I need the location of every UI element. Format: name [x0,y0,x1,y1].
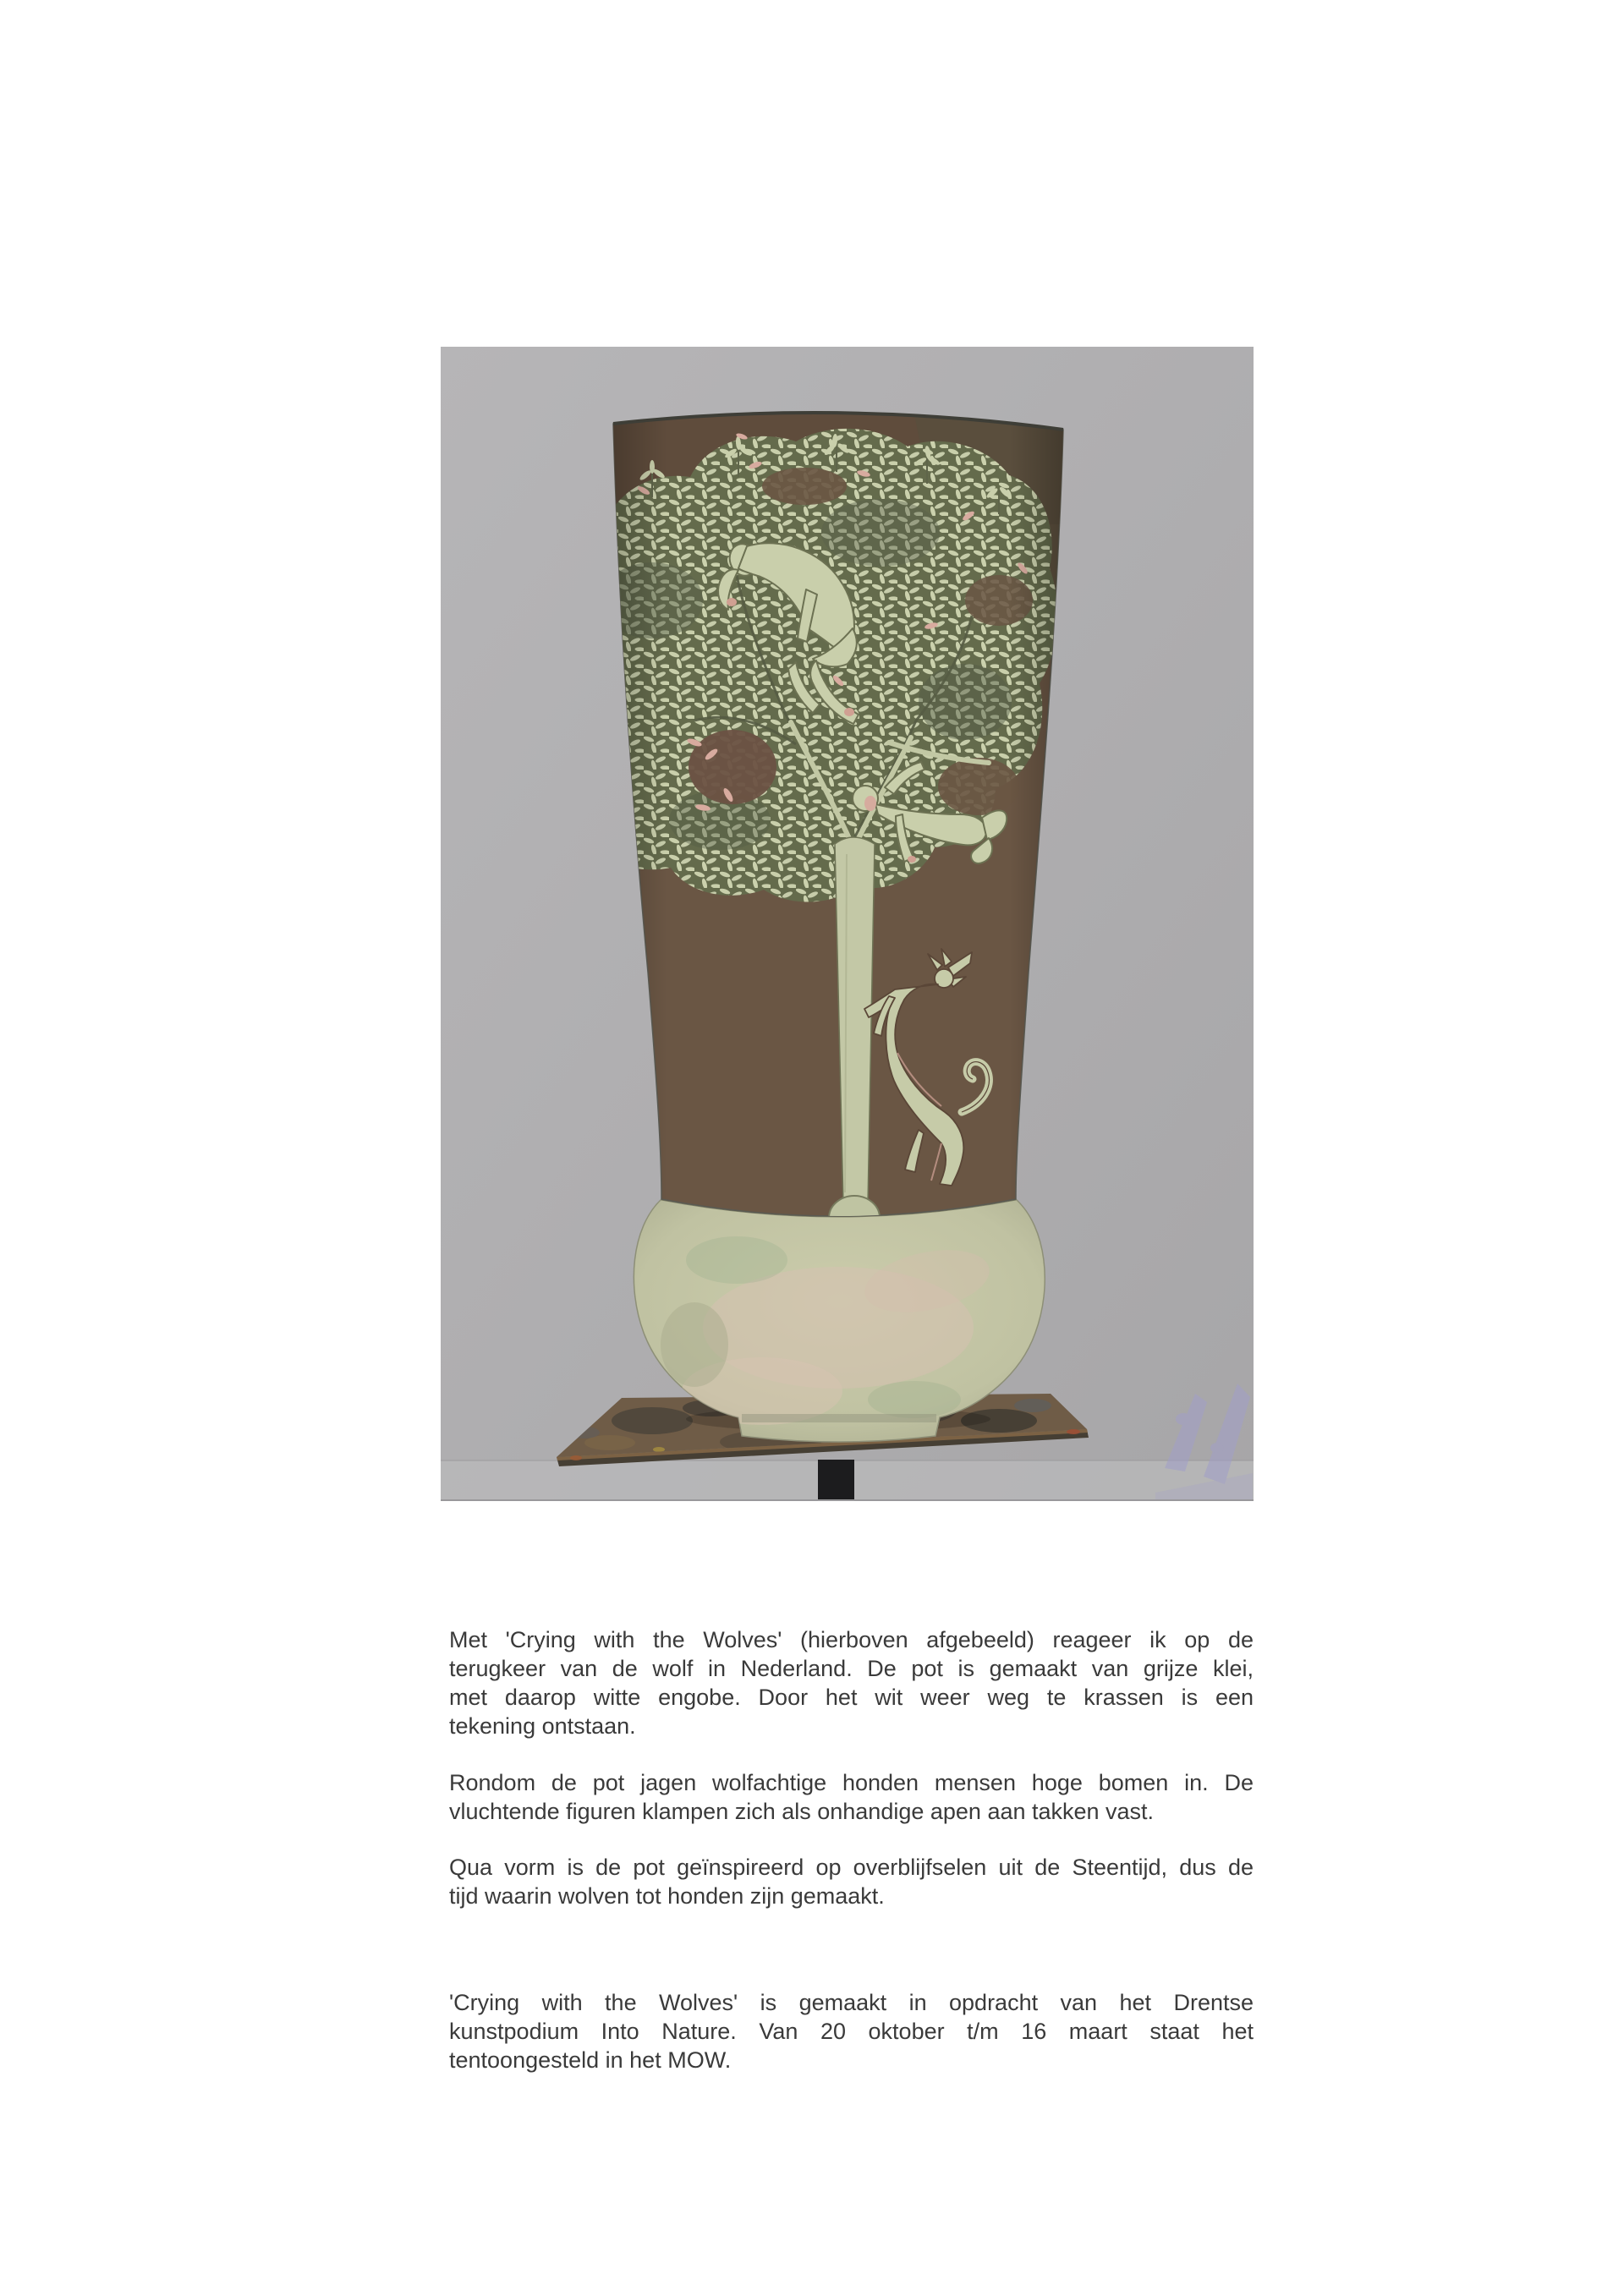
body-text-line: Met 'Crying with the Wolves' (hierboven afgebeeld) reageer ik op de [449,1627,1254,1652]
paragraph-3 [449,1853,1254,1910]
body-text-line: Rondom de pot jagen wolfachtige honden mensen hoge bomen in. De [449,1770,1254,1795]
body-text-line: tentoongesteld in het MOW. [449,2047,732,2073]
plate-rust-speck [1067,1429,1080,1434]
body-text-line: tijd waarin wolven tot honden zijn gemaakt. [449,1883,885,1909]
body-text-line: kunstpodium Into Nature. Van 20 oktober t/m 16 maart staat het [449,2019,1254,2044]
paragraph-2 [449,1768,1254,1826]
body-text-line: Qua vorm is de pot geïnspireerd op overblijfselen uit de Steentijd, dus de [449,1855,1254,1880]
body-text-line: terugkeer van de wolf in Nederland. De pot is gemaakt van grijze klei, [449,1656,1254,1681]
paragraph-1 [449,1625,1254,1740]
plate-rust-speck [570,1455,582,1460]
artwork-photo-render [441,347,1254,1499]
artwork-photo [441,347,1254,1501]
paragraph-4 [449,1988,1254,2074]
body-text-line: vluchtende figuren klampen zich als onhandige apen aan takken vast. [449,1799,1155,1824]
cylinder-shading [613,413,1063,1216]
stand-post [818,1460,854,1499]
body-text-line: met daarop witte engobe. Door het wit weer weg te krassen is een [449,1685,1254,1710]
body-text-line: tekening ontstaan. [449,1713,636,1739]
body-text-line: 'Crying with the Wolves' is gemaakt in opdracht van het Drentse [449,1990,1254,2015]
